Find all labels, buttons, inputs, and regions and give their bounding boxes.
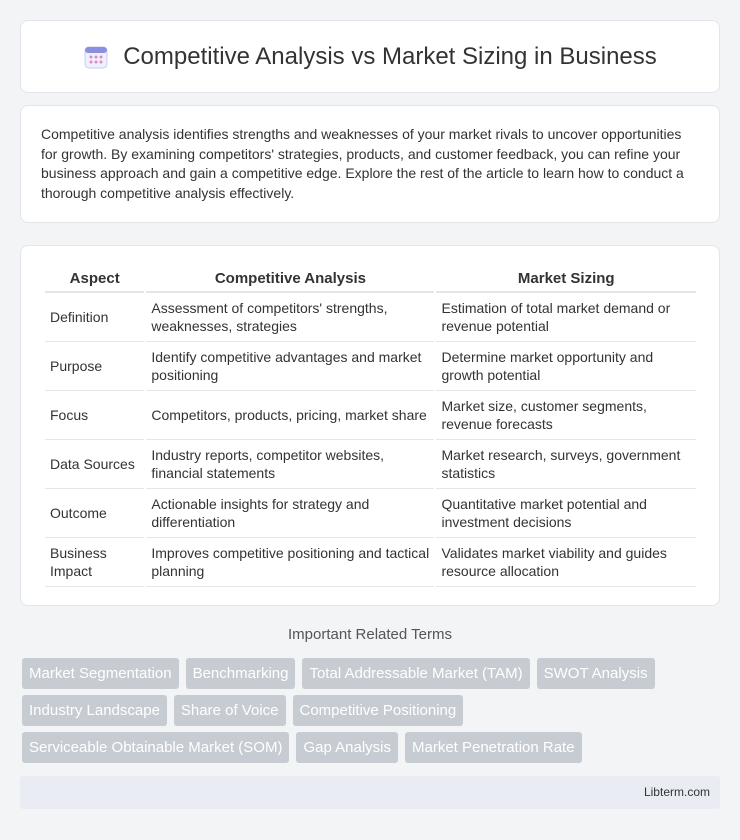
competitive-analysis-cell: Improves competitive positioning and tactical planning [146,538,434,587]
market-sizing-cell: Quantitative market potential and investment decisions [436,489,696,538]
competitive-analysis-cell: Actionable insights for strategy and differentiation [146,489,434,538]
market-sizing-cell: Market research, surveys, government statistics [436,440,696,489]
tag-share-of-voice[interactable]: Share of Voice [174,695,286,726]
market-sizing-cell: Market size, customer segments, revenue forecasts [436,391,696,440]
intro-card [20,105,720,223]
table-header-row [45,266,696,293]
table-row [45,538,696,587]
table-row [45,342,696,391]
page-title: Competitive Analysis vs Market Sizing in Business [123,42,657,70]
comparison-table-card [20,245,720,606]
tag-market-penetration-rate[interactable]: Market Penetration Rate [405,732,582,763]
tag-market-segmentation[interactable]: Market Segmentation [22,658,179,689]
related-terms-tags [22,658,722,769]
related-terms-title: Important Related Terms [288,626,452,643]
aspect-cell: Definition [45,293,144,342]
tag-serviceable-obtainable-market[interactable]: Serviceable Obtainable Market (SOM) [22,732,289,763]
footer [20,776,720,809]
market-sizing-cell: Validates market viability and guides resource allocation [436,538,696,587]
tag-gap-analysis[interactable]: Gap Analysis [296,732,398,763]
aspect-cell: Business Impact [45,538,144,587]
column-header-aspect: Aspect [45,266,144,293]
competitive-analysis-cell: Identify competitive advantages and market positioning [146,342,434,391]
competitive-analysis-cell: Industry reports, competitor websites, financial statements [146,440,434,489]
competitive-analysis-cell: Assessment of competitors' strengths, weaknesses, strategies [146,293,434,342]
tag-total-addressable-market[interactable]: Total Addressable Market (TAM) [302,658,529,689]
tag-row [22,658,722,689]
table-row [45,440,696,489]
column-header-competitive-analysis: Competitive Analysis [146,266,434,293]
header-card [20,20,720,93]
comparison-table [43,266,698,587]
aspect-cell: Data Sources [45,440,144,489]
calendar-grid-icon [83,44,109,70]
table-row [45,391,696,440]
aspect-cell: Purpose [45,342,144,391]
table-row [45,293,696,342]
competitive-analysis-cell: Competitors, products, pricing, market share [146,391,434,440]
market-sizing-cell: Estimation of total market demand or revenue potential [436,293,696,342]
tag-row [22,732,722,763]
aspect-cell: Focus [45,391,144,440]
footer-site-link[interactable]: Libterm.com [643,785,710,799]
tag-competitive-positioning[interactable]: Competitive Positioning [293,695,464,726]
tag-industry-landscape[interactable]: Industry Landscape [22,695,167,726]
column-header-market-sizing: Market Sizing [436,266,696,293]
tag-swot-analysis[interactable]: SWOT Analysis [537,658,655,689]
tag-benchmarking[interactable]: Benchmarking [186,658,296,689]
market-sizing-cell: Determine market opportunity and growth potential [436,342,696,391]
intro-text: Competitive analysis identifies strengths and weaknesses of your market rivals to uncover opportunities for growth. By examining competitors' strategies, products, and customer feedback, you can refine your business approach and gain a competitive edge. Explore the rest of the article to learn how to conduct a thorough competitive analysis effectively. [41,126,684,201]
aspect-cell: Outcome [45,489,144,538]
tag-row [22,695,722,726]
table-row [45,489,696,538]
